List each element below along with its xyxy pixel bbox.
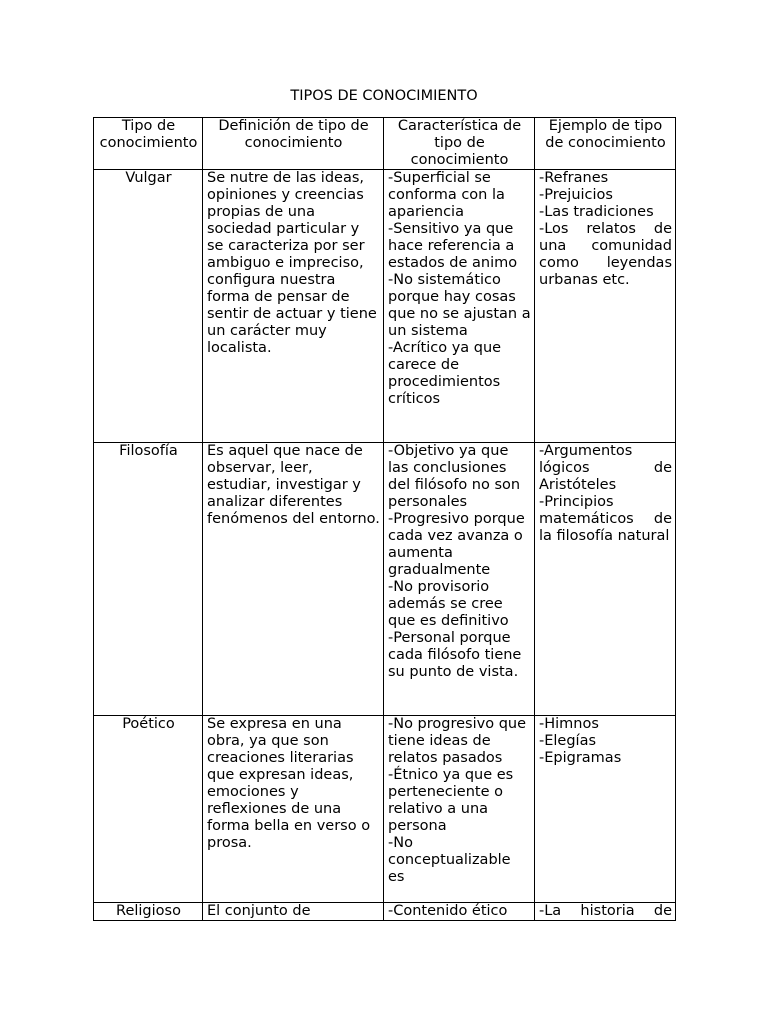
table-header-row xyxy=(94,118,676,170)
cell-characteristics xyxy=(384,716,535,903)
cell-definition: Se nutre de las ideas, opiniones y creencias propias de una sociedad particular y se caracteriza por ser ambiguo e impreciso, configura nuestra forma de pensar de sentir de actuar y tiene un carácter muy localista. xyxy=(203,170,384,443)
table-row xyxy=(94,170,676,443)
example-item: -Refranes xyxy=(539,170,609,186)
cell-characteristics xyxy=(384,443,535,716)
characteristic-item: -No progresivo que tiene ideas de relatos pasados xyxy=(388,716,527,766)
header-characteristics: Característica de tipo de conocimiento xyxy=(384,118,535,170)
cell-examples xyxy=(535,170,676,443)
example-item: -Prejuicios xyxy=(539,187,613,203)
example-item: -Los relatos de una comunidad como leyendas urbanas etc. xyxy=(539,221,672,288)
cell-examples xyxy=(535,716,676,903)
header-definition: Definición de tipo de conocimiento xyxy=(203,118,384,170)
cell-definition: El conjunto de xyxy=(203,903,384,921)
characteristic-item: -Acrítico ya que carece de procedimientos críticos xyxy=(388,340,502,407)
characteristic-item: -No sistemático porque hay cosas que no se ajustan a un sistema xyxy=(388,272,531,339)
cell-definition: Se expresa en una obra, ya que son creaciones literarias que expresan ideas, emociones y reflexiones de una forma bella en verso o prosa. xyxy=(203,716,384,903)
table-row xyxy=(94,903,676,921)
characteristic-item: -Sensitivo ya que hace referencia a estados de animo xyxy=(388,221,518,271)
table-row xyxy=(94,443,676,716)
cell-examples xyxy=(535,903,676,921)
example-item: -Las tradiciones xyxy=(539,204,654,220)
characteristic-item: -No provisorio además se cree que es definitivo xyxy=(388,579,509,629)
characteristic-item: -Progresivo porque cada vez avanza o aumenta gradualmente xyxy=(388,511,525,578)
example-item: -Principios matemáticos de la filosofía natural xyxy=(539,494,672,544)
header-type: Tipo de conocimiento xyxy=(94,118,203,170)
example-item: -La historia de xyxy=(539,903,672,919)
cell-type: Religioso xyxy=(94,903,203,921)
example-item: -Epigramas xyxy=(539,750,622,766)
characteristic-item: -Étnico ya que es perteneciente o relativo a una persona xyxy=(388,767,514,834)
cell-characteristics xyxy=(384,903,535,921)
cell-type: Vulgar xyxy=(94,170,203,443)
example-item: -Himnos xyxy=(539,716,599,732)
knowledge-types-table xyxy=(93,117,676,921)
cell-examples xyxy=(535,443,676,716)
example-item: -Argumentos lógicos de Aristóteles xyxy=(539,443,672,493)
characteristic-item: -Superficial se conforma con la apariencia xyxy=(388,170,505,220)
cell-definition: Es aquel que nace de observar, leer, estudiar, investigar y analizar diferentes fenómenos del entorno. xyxy=(203,443,384,716)
cell-type: Filosofía xyxy=(94,443,203,716)
table-row xyxy=(94,716,676,903)
characteristic-item: -Contenido ético xyxy=(388,903,508,919)
characteristic-item: -Personal porque cada filósofo tiene su punto de vista. xyxy=(388,630,522,680)
example-item: -Elegías xyxy=(539,733,597,749)
cell-characteristics xyxy=(384,170,535,443)
document-title: TIPOS DE CONOCIMIENTO xyxy=(290,88,478,104)
cell-type: Poético xyxy=(94,716,203,903)
characteristic-item: -No conceptualizable es xyxy=(388,835,511,885)
header-examples: Ejemplo de tipo de conocimiento xyxy=(535,118,676,170)
characteristic-item: -Objetivo ya que las conclusiones del filósofo no son personales xyxy=(388,443,521,510)
